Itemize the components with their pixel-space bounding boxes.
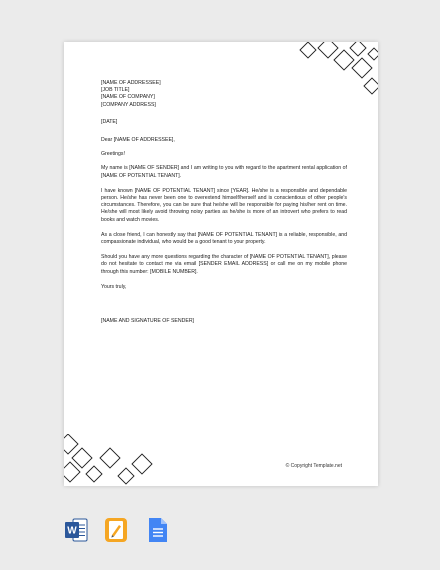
letter-page — [64, 42, 378, 486]
greeting: Greetings! — [101, 151, 125, 158]
word-icon[interactable] — [64, 517, 88, 543]
paragraph-contact: Should you have any more questions regarding the character of [NAME OF POTENTIAL TENANT], please do not hesitate to contact me via email [SENDER EMAIL ADDRESS] or call me on my mobile phone through this number: [MOBILE NUMBER]. — [101, 254, 347, 275]
svg-text:W: W — [67, 525, 77, 537]
letter-date: [DATE] — [101, 118, 118, 125]
closing: Yours truly, — [101, 283, 127, 290]
salutation: Dear [NAME OF ADDRESSEE], — [101, 137, 175, 144]
corner-diamond-decoration-bottom-left — [64, 434, 156, 486]
paragraph-recommendation: As a close friend, I can honestly say that [NAME OF POTENTIAL TENANT] is a reliable, responsible, and compassionate individual, who would be a good tenant to your property. — [101, 231, 347, 246]
signature: [NAME AND SIGNATURE OF SENDER] — [101, 318, 195, 325]
letter-body — [101, 80, 347, 325]
google-docs-icon[interactable] — [145, 517, 169, 543]
copyright-text: © Copyright Template.net — [285, 463, 342, 469]
paragraph-character: I have known [NAME OF POTENTIAL TENANT] since [YEAR]. He/she is a responsible and dependable person. He/she has never been one to overextend himself/herself and is conscientious of other people's circumstances. Therefore, you can be sure that he/she will be responsible for paying his/her rent on time. He/she will most likely avoid throwing noisy parties as he/she is more of an introvert who prefers to read books and watch movies. — [101, 187, 347, 223]
paragraph-intro: My name is [NAME OF SENDER] and I am writing to you with regard to the apartment rental application of [NAME OF POTENTIAL TENANT]. — [101, 165, 347, 179]
addressee-block — [101, 80, 347, 109]
pages-icon[interactable] — [104, 517, 128, 543]
addressee-job-title: [JOB TITLE] — [101, 87, 130, 94]
addressee-name: [NAME OF ADDRESSEE] — [101, 80, 161, 86]
addressee-company: [NAME OF COMPANY] — [101, 94, 155, 101]
addressee-company-address: [COMPANY ADDRESS] — [101, 101, 156, 108]
